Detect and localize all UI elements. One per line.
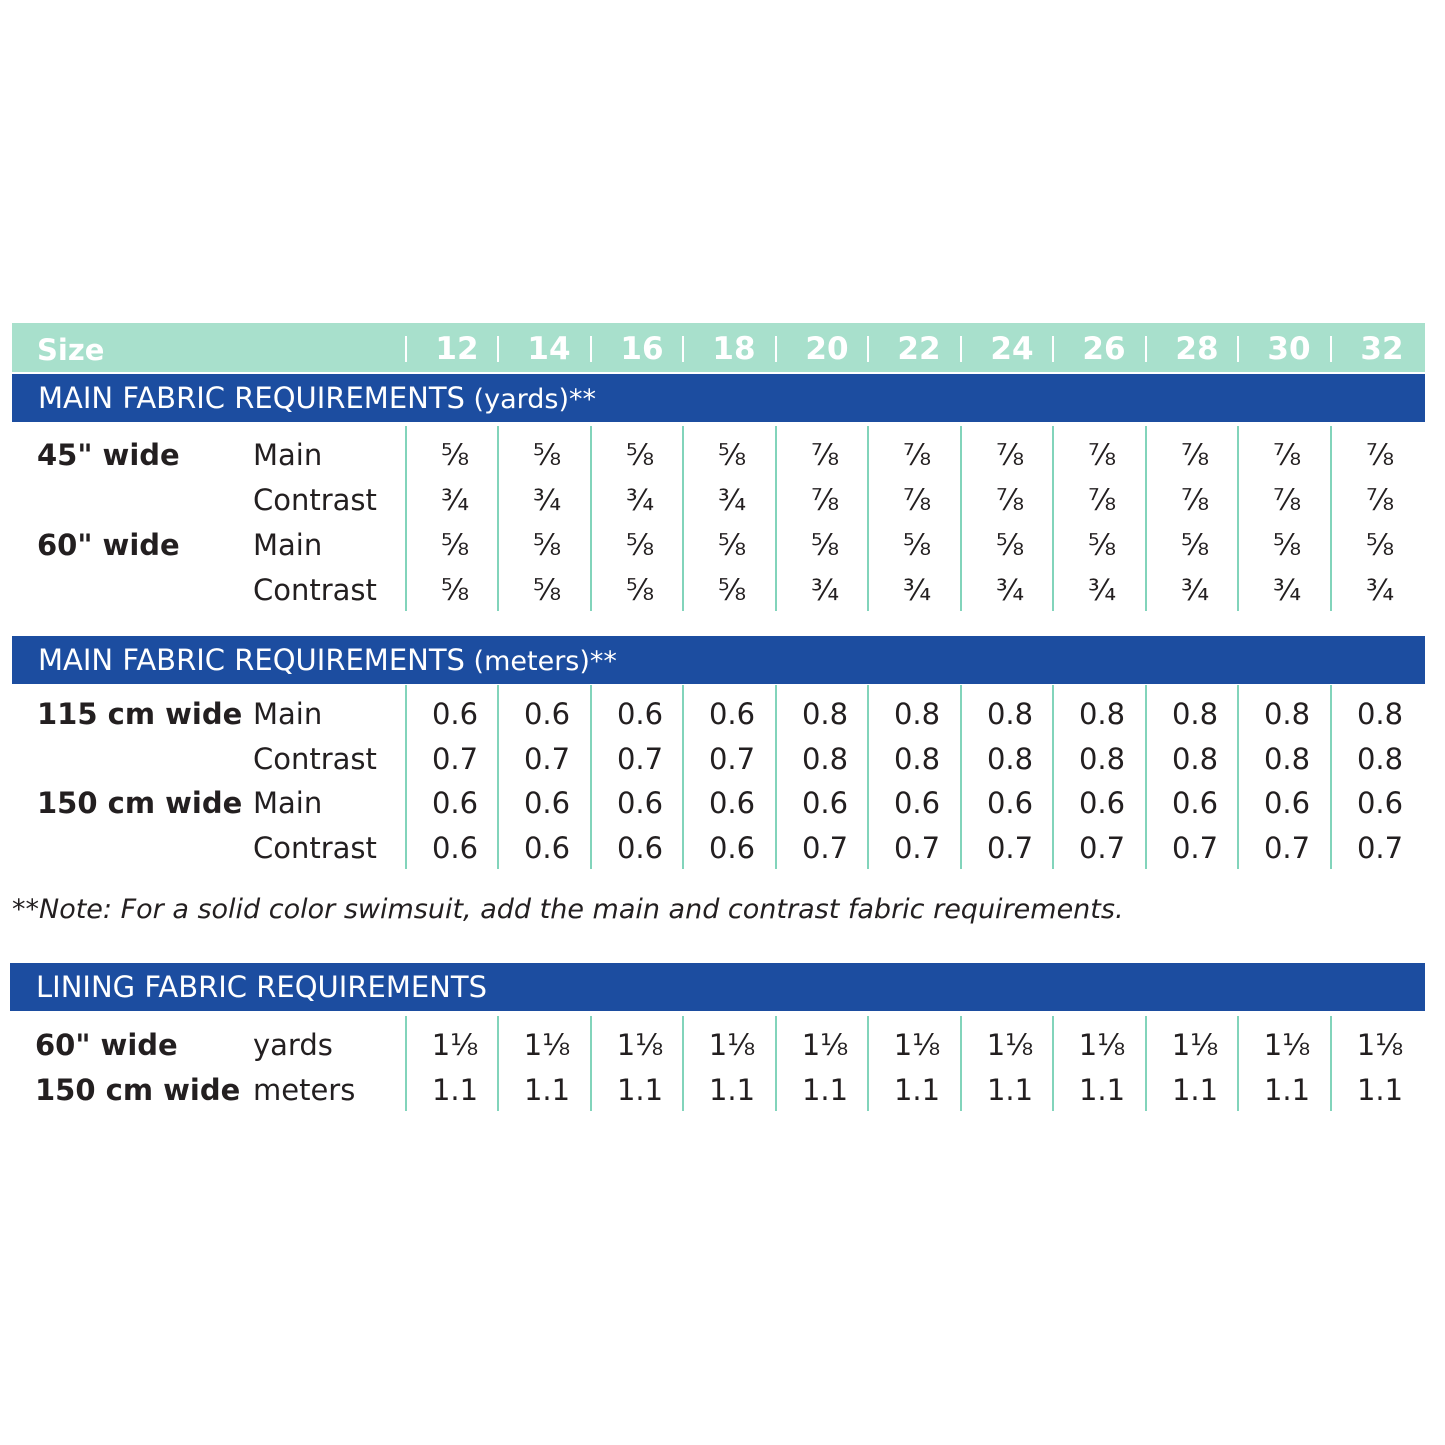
requirement-cell: 1⅛ <box>1356 1028 1404 1062</box>
section-title-text: LINING FABRIC REQUIREMENTS <box>36 970 487 1004</box>
requirement-cell: 0.7 <box>1078 830 1126 865</box>
requirement-cell: 0.6 <box>523 830 571 865</box>
requirement-cell: ⅝ <box>1272 528 1302 562</box>
fabric-width-label: 60" wide <box>37 528 180 562</box>
size-separator <box>1237 336 1239 362</box>
requirement-cell: 1.1 <box>431 1073 479 1107</box>
size-value: 22 <box>897 331 941 367</box>
requirement-cell: ⅝ <box>625 438 655 472</box>
requirement-cell: ⅞ <box>1087 483 1117 517</box>
requirement-cell: 0.8 <box>1263 697 1311 731</box>
requirement-cell: 0.7 <box>1356 830 1404 865</box>
size-separator <box>497 336 499 362</box>
size-value: 18 <box>712 331 756 367</box>
requirement-cell: ⅞ <box>1365 438 1395 472</box>
requirement-cell: ¾ <box>625 483 655 517</box>
requirement-cell: ⅝ <box>532 528 562 562</box>
requirement-cell: 0.8 <box>986 741 1034 776</box>
requirement-cell: ⅞ <box>1272 483 1302 517</box>
size-separator <box>1052 336 1054 362</box>
requirement-cell: 0.6 <box>1263 786 1311 820</box>
requirement-cell: 0.8 <box>1356 697 1404 731</box>
size-value: 28 <box>1175 331 1219 367</box>
size-separator <box>1330 336 1332 362</box>
section-title <box>36 972 487 1004</box>
requirement-cell: 0.7 <box>616 741 664 776</box>
fabric-width-label: 150 cm wide <box>37 786 243 820</box>
requirement-cell: 0.7 <box>1263 830 1311 865</box>
requirement-cell: ⅝ <box>717 573 747 607</box>
requirement-cell: ⅞ <box>902 438 932 472</box>
fabric-type-label: yards <box>253 1028 333 1062</box>
requirement-cell: ⅝ <box>532 573 562 607</box>
size-separator <box>590 336 592 362</box>
requirement-cell: ⅝ <box>440 573 470 607</box>
fabric-width-label: 115 cm wide <box>37 697 243 731</box>
size-separator <box>1145 336 1147 362</box>
size-value: 12 <box>435 331 479 367</box>
size-value: 16 <box>620 331 664 367</box>
requirement-cell: ⅞ <box>1180 438 1210 472</box>
size-value: 14 <box>527 331 571 367</box>
requirement-cell: ⅝ <box>1180 528 1210 562</box>
requirement-cell: 0.8 <box>1171 741 1219 776</box>
requirement-cell: ⅞ <box>1365 483 1395 517</box>
requirement-cell: ¾ <box>532 483 562 517</box>
requirement-cell: 1⅛ <box>616 1028 664 1062</box>
requirement-cell: ⅝ <box>717 528 747 562</box>
requirement-cell: 0.6 <box>1356 786 1404 820</box>
section-title-text: MAIN FABRIC REQUIREMENTS <box>38 381 465 415</box>
requirement-cell: 0.7 <box>801 830 849 865</box>
requirement-cell: 0.8 <box>893 697 941 731</box>
size-label: Size <box>37 333 105 367</box>
requirement-cell: ⅞ <box>995 483 1025 517</box>
requirement-cell: ¾ <box>810 573 840 607</box>
requirement-cell: ⅝ <box>1087 528 1117 562</box>
size-separator <box>682 336 684 362</box>
requirement-cell: 0.7 <box>1171 830 1219 865</box>
requirement-cell: 0.6 <box>616 697 664 731</box>
requirement-cell: ⅝ <box>625 573 655 607</box>
requirement-cell: 1⅛ <box>431 1028 479 1062</box>
fabric-type-label: Main <box>253 697 323 731</box>
fabric-type-label: Main <box>253 528 323 562</box>
requirement-cell: 0.6 <box>986 786 1034 820</box>
requirement-cell: ⅞ <box>810 438 840 472</box>
requirement-cell: 1⅛ <box>986 1028 1034 1062</box>
requirement-cell: ⅝ <box>1365 528 1395 562</box>
fabric-type-label: Contrast <box>253 573 377 607</box>
requirement-cell: 0.6 <box>708 697 756 731</box>
requirement-cell: 1.1 <box>616 1073 664 1107</box>
size-separator <box>960 336 962 362</box>
requirement-cell: 1⅛ <box>523 1028 571 1062</box>
requirement-cell: 0.7 <box>893 830 941 865</box>
yards-section-header <box>12 374 1425 422</box>
requirement-cell: 1.1 <box>893 1073 941 1107</box>
requirement-cell: 0.6 <box>893 786 941 820</box>
requirement-cell: ¾ <box>1365 573 1395 607</box>
size-separator <box>405 336 407 362</box>
fabric-type-label: meters <box>253 1073 356 1107</box>
requirement-cell: 0.6 <box>616 830 664 865</box>
requirement-cell: 0.8 <box>801 697 849 731</box>
requirement-cell: 0.6 <box>431 697 479 731</box>
requirement-cell: 0.6 <box>523 786 571 820</box>
footnote: **Note: For a solid color swimsuit, add the main and contrast fabric requirements. <box>12 894 1124 925</box>
requirement-cell: ⅝ <box>625 528 655 562</box>
requirement-cell: 0.7 <box>431 741 479 776</box>
requirement-cell: 0.8 <box>1078 697 1126 731</box>
fabric-type-label: Contrast <box>253 483 377 517</box>
fabric-type-label: Main <box>253 786 323 820</box>
size-value: 30 <box>1267 331 1311 367</box>
requirement-cell: 1.1 <box>801 1073 849 1107</box>
requirement-cell: ⅝ <box>810 528 840 562</box>
fabric-width-label: 45" wide <box>37 438 180 472</box>
requirement-cell: 0.8 <box>986 697 1034 731</box>
requirement-cell: ⅝ <box>717 438 747 472</box>
section-title <box>38 383 596 415</box>
requirement-cell: 0.8 <box>1263 741 1311 776</box>
requirement-cell: 1.1 <box>523 1073 571 1107</box>
requirement-cell: ⅞ <box>1087 438 1117 472</box>
requirement-cell: 1.1 <box>1171 1073 1219 1107</box>
requirement-cell: 1⅛ <box>708 1028 756 1062</box>
fabric-width-label: 60" wide <box>35 1028 178 1062</box>
size-separator <box>867 336 869 362</box>
requirement-cell: ⅝ <box>532 438 562 472</box>
requirement-cell: 1.1 <box>986 1073 1034 1107</box>
requirement-cell: 0.7 <box>523 741 571 776</box>
requirement-cell: 1⅛ <box>1263 1028 1311 1062</box>
requirement-cell: 1⅛ <box>801 1028 849 1062</box>
requirement-cell: 0.6 <box>708 830 756 865</box>
requirement-cell: ⅝ <box>995 528 1025 562</box>
fabric-width-label: 150 cm wide <box>35 1073 241 1107</box>
requirement-cell: 1.1 <box>1263 1073 1311 1107</box>
requirement-cell: 1⅛ <box>1171 1028 1219 1062</box>
column-divider <box>405 685 407 869</box>
size-separator <box>775 336 777 362</box>
requirement-cell: 0.6 <box>801 786 849 820</box>
requirement-cell: 0.8 <box>801 741 849 776</box>
requirement-cell: 0.6 <box>523 697 571 731</box>
requirement-cell: 0.7 <box>708 741 756 776</box>
requirement-cell: ⅝ <box>440 528 470 562</box>
lining-section-header <box>10 963 1425 1011</box>
requirement-cell: ¾ <box>902 573 932 607</box>
requirement-cell: ¾ <box>995 573 1025 607</box>
section-title-unit: (yards)** <box>464 384 596 415</box>
requirement-cell: 0.8 <box>1078 741 1126 776</box>
requirement-cell: 0.6 <box>1078 786 1126 820</box>
requirement-cell: 0.6 <box>616 786 664 820</box>
requirement-cell: 0.8 <box>1171 697 1219 731</box>
requirement-cell: 0.8 <box>1356 741 1404 776</box>
section-title <box>38 645 617 677</box>
requirement-cell: ⅞ <box>902 483 932 517</box>
requirement-cell: ¾ <box>1272 573 1302 607</box>
requirement-cell: 1⅛ <box>1078 1028 1126 1062</box>
requirement-cell: 0.6 <box>1171 786 1219 820</box>
requirement-cell: ⅞ <box>1180 483 1210 517</box>
section-title-text: MAIN FABRIC REQUIREMENTS <box>38 643 465 677</box>
requirement-cell: ¾ <box>440 483 470 517</box>
meters-section-header <box>12 636 1425 684</box>
requirement-cell: 1.1 <box>1356 1073 1404 1107</box>
requirement-cell: 0.6 <box>708 786 756 820</box>
requirement-cell: 1.1 <box>708 1073 756 1107</box>
requirement-cell: ¾ <box>717 483 747 517</box>
requirement-cell: 1⅛ <box>893 1028 941 1062</box>
fabric-type-label: Main <box>253 438 323 472</box>
requirement-cell: 0.8 <box>893 741 941 776</box>
fabric-type-label: Contrast <box>253 741 377 776</box>
requirement-cell: ⅝ <box>440 438 470 472</box>
requirement-cell: ¾ <box>1180 573 1210 607</box>
section-title-unit: (meters)** <box>464 646 617 677</box>
requirement-cell: ⅞ <box>1272 438 1302 472</box>
size-value: 26 <box>1082 331 1126 367</box>
column-divider <box>405 1016 407 1111</box>
requirement-cell: ⅞ <box>810 483 840 517</box>
requirement-cell: ¾ <box>1087 573 1117 607</box>
requirement-cell: ⅝ <box>902 528 932 562</box>
requirement-cell: 1.1 <box>1078 1073 1126 1107</box>
requirement-cell: 0.7 <box>986 830 1034 865</box>
size-value: 20 <box>805 331 849 367</box>
fabric-type-label: Contrast <box>253 830 377 865</box>
requirement-cell: 0.6 <box>431 830 479 865</box>
size-value: 32 <box>1360 331 1404 367</box>
size-value: 24 <box>990 331 1034 367</box>
requirement-cell: ⅞ <box>995 438 1025 472</box>
column-divider <box>405 426 407 611</box>
requirement-cell: 0.6 <box>431 786 479 820</box>
